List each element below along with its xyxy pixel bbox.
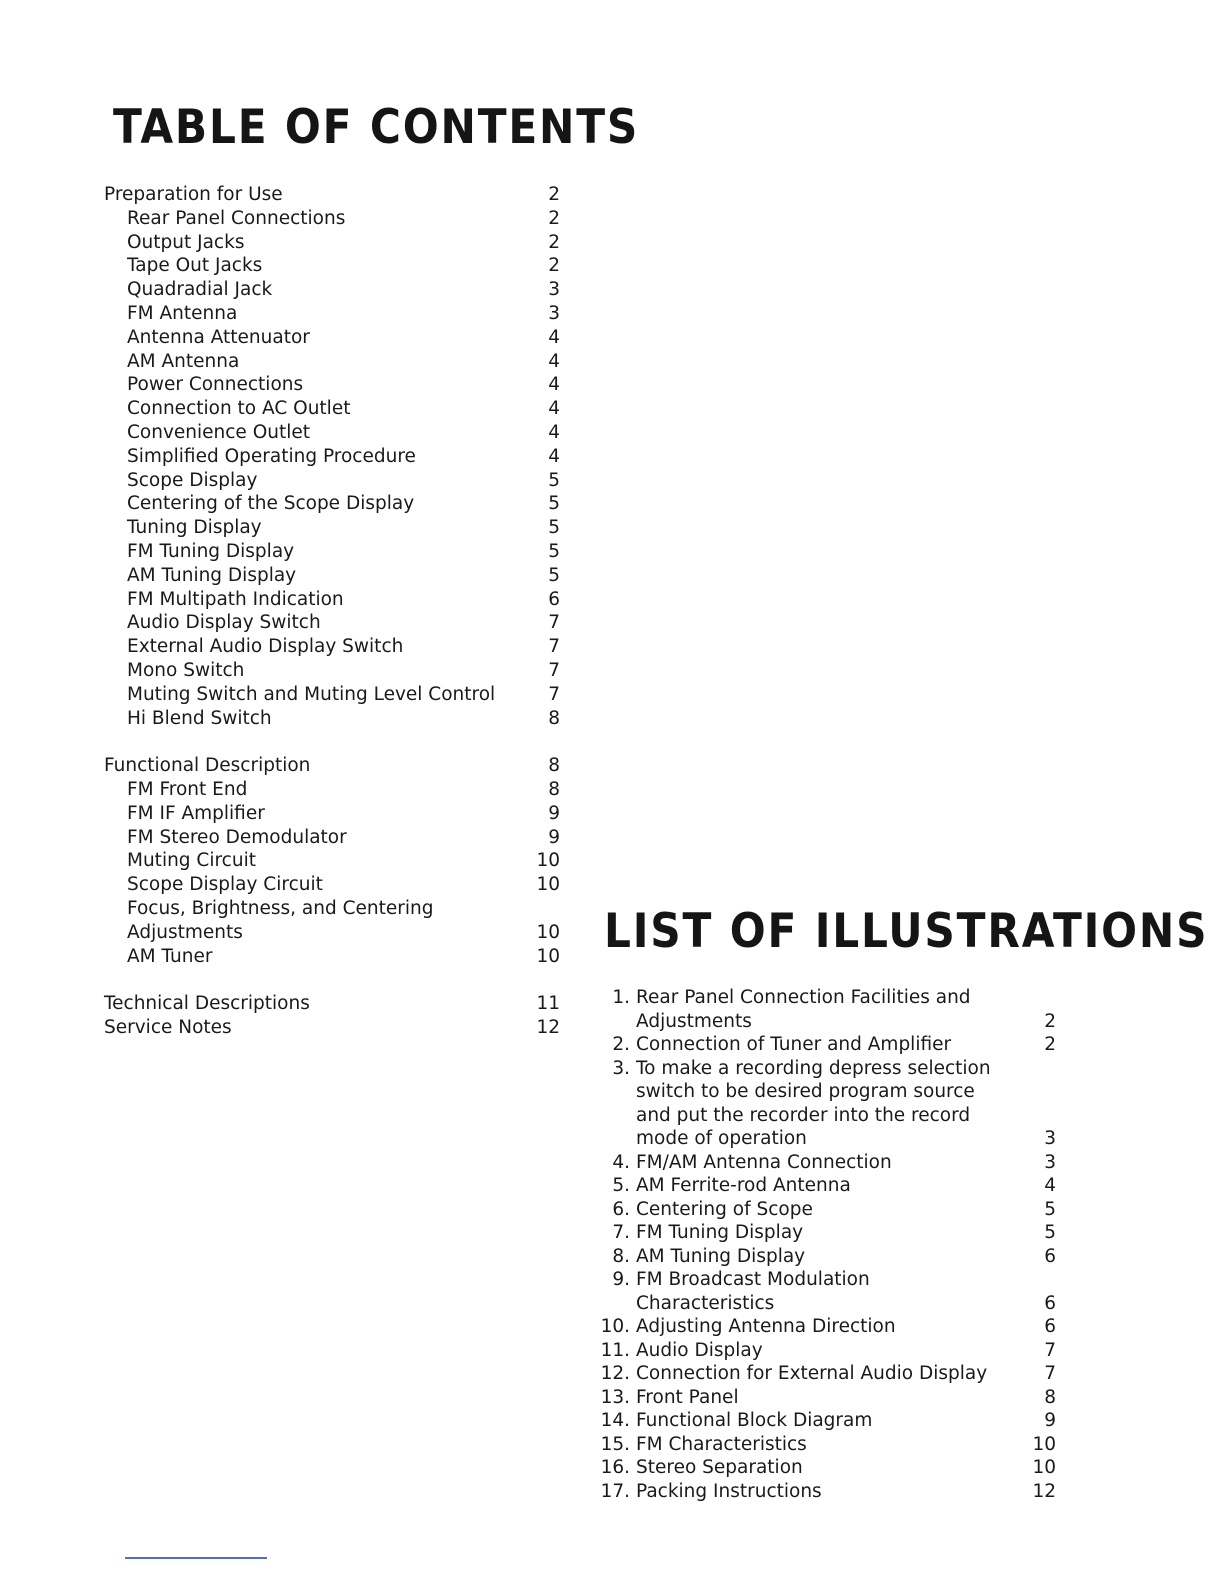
toc-entry-label: Tape Out Jacks	[127, 255, 263, 277]
toc-page-number: 8	[548, 707, 560, 729]
toc-entry-label: AM Tuning Display	[127, 564, 297, 586]
toc-entry-label: Audio Display Switch	[127, 612, 321, 634]
toc-page-number: 2	[548, 184, 560, 205]
illustration-text: FM Tuning Display	[636, 1222, 804, 1243]
illustration-entry	[596, 1480, 1056, 1504]
illustration-text: Centering of Scope	[636, 1198, 813, 1220]
toc-entry-label: Scope Display Circuit	[127, 874, 323, 896]
illustration-number: 6.	[612, 1198, 630, 1220]
toc-page-number: 4	[548, 350, 560, 372]
illustrations-list	[596, 986, 1056, 1503]
toc-entry-label: Connection to AC Outlet	[127, 398, 351, 420]
illustration-number: 8.	[612, 1245, 630, 1267]
toc-page-number: 6	[548, 588, 560, 610]
toc-title: TABLE OF CONTENTS	[113, 100, 640, 155]
toc-page-number: 4	[548, 326, 560, 348]
illustration-text: Connection of Tuner and Amplifier	[636, 1034, 952, 1055]
toc-entry-label: AM Tuner	[127, 945, 213, 967]
toc-entry	[100, 802, 560, 826]
illustration-page: 5	[1044, 1198, 1056, 1220]
toc-page-number: 4	[548, 374, 560, 396]
toc-entry	[100, 707, 560, 731]
toc-entry-label: External Audio Display Switch	[127, 636, 404, 658]
toc-entry	[100, 231, 560, 255]
toc-entry-label: Quadradial Jack	[127, 279, 273, 301]
illustration-number: 10.	[600, 1316, 630, 1337]
toc-entry-label: FM IF Amplifier	[127, 802, 265, 824]
illustration-entry	[596, 986, 1056, 1033]
toc-page-number: 3	[548, 302, 560, 324]
illustration-text: Audio Display	[636, 1339, 763, 1361]
illustration-page: 7	[1044, 1363, 1056, 1384]
illustration-text: Connection for External Audio Display	[636, 1363, 988, 1384]
toc-page-number: 11	[536, 993, 560, 1015]
toc-section-row	[100, 992, 560, 1016]
toc-entry	[100, 516, 560, 540]
toc-page-number: 5	[548, 517, 560, 539]
illustration-text: Functional Block Diagram	[636, 1410, 873, 1431]
illustration-page: 10	[1032, 1457, 1056, 1478]
toc-entry	[100, 588, 560, 612]
toc-entry-label: AM Antenna	[127, 350, 240, 372]
toc-page-number: 7	[548, 683, 560, 705]
illustration-text: Packing Instructions	[636, 1480, 822, 1502]
illustration-page: 8	[1044, 1386, 1056, 1408]
toc-entry-label: Convenience Outlet	[127, 421, 311, 443]
toc-entry	[100, 397, 560, 421]
toc-page-number: 5	[548, 469, 560, 491]
toc-entry-label: Adjustments	[127, 921, 243, 943]
toc-page-number: 9	[548, 802, 560, 824]
toc-page-number: 4	[548, 421, 560, 443]
toc-entry-label: Focus, Brightness, and Centering	[127, 897, 434, 919]
toc-page-number: 10	[536, 874, 560, 896]
toc-entry-label: Rear Panel Connections	[127, 207, 346, 229]
toc-list	[100, 183, 560, 1040]
illustration-number: 5.	[612, 1175, 630, 1196]
toc-section-row	[100, 754, 560, 778]
toc-page-number: 3	[548, 279, 560, 301]
toc-entry	[100, 254, 560, 278]
toc-entry-label: Tuning Display	[127, 517, 262, 539]
illustration-number: 1.	[612, 987, 630, 1008]
illustration-entry	[596, 1339, 1056, 1363]
toc-entry	[100, 635, 560, 659]
toc-entry	[100, 207, 560, 231]
toc-section-title: Functional Description	[104, 755, 311, 777]
toc-entry-label: Scope Display	[127, 469, 258, 491]
illustration-page: 6	[1044, 1316, 1056, 1337]
illustration-text: FM/AM Antenna Connection	[636, 1151, 892, 1173]
illustration-page: 3	[1044, 1151, 1056, 1173]
illustration-text: Front Panel	[636, 1386, 739, 1408]
toc-page-number: 9	[548, 826, 560, 848]
illustration-page: 7	[1044, 1339, 1056, 1361]
illustration-entry	[596, 1433, 1056, 1457]
illustration-text: FM Characteristics	[636, 1433, 807, 1455]
toc-entry	[100, 373, 560, 397]
illustration-text: Adjusting Antenna Direction	[636, 1316, 896, 1337]
toc-entry	[100, 421, 560, 445]
toc-entry	[100, 945, 560, 969]
illustration-number: 12.	[600, 1363, 630, 1384]
toc-section-title: Technical Descriptions	[104, 993, 310, 1015]
toc-entry	[100, 921, 560, 945]
toc-entry-label: FM Front End	[127, 778, 248, 800]
toc-entry-label: FM Stereo Demodulator	[127, 826, 347, 848]
illustration-number: 17.	[600, 1480, 630, 1502]
illustration-entry	[596, 1174, 1056, 1198]
illustration-entry	[596, 1057, 1056, 1151]
illustration-entry	[596, 1315, 1056, 1339]
illustration-text: AM Ferrite-rod Antenna	[636, 1175, 851, 1196]
toc-entry	[100, 492, 560, 516]
illustration-text: Rear Panel Connection Facilities and Adjustments	[636, 987, 971, 1032]
toc-entry	[100, 873, 560, 897]
toc-entry-label: FM Antenna	[127, 302, 238, 324]
illustration-number: 9.	[612, 1269, 630, 1290]
illustration-entry	[596, 1151, 1056, 1175]
toc-entry-label: Simplified Operating Procedure	[127, 445, 416, 467]
toc-entry-label: Muting Circuit	[127, 850, 256, 872]
toc-entry-label: FM Multipath Indication	[127, 588, 344, 610]
toc-entry	[100, 278, 560, 302]
illustration-number: 16.	[600, 1457, 630, 1478]
toc-page-number: 2	[548, 207, 560, 229]
toc-entry	[100, 659, 560, 683]
illustration-entry	[596, 1221, 1056, 1245]
illustration-number: 11.	[600, 1339, 630, 1361]
illustration-entry	[596, 1245, 1056, 1269]
toc-page-number: 4	[548, 398, 560, 420]
illustration-entry	[596, 1386, 1056, 1410]
illustration-entry	[596, 1409, 1056, 1433]
toc-page-number: 4	[548, 445, 560, 467]
illustration-number: 2.	[612, 1034, 630, 1055]
illustration-text: Stereo Separation	[636, 1457, 803, 1478]
illustration-entry	[596, 1198, 1056, 1222]
toc-entry	[100, 326, 560, 350]
illustration-number: 7.	[612, 1222, 630, 1243]
illustration-page: 6	[1044, 1245, 1056, 1267]
toc-entry-label: Muting Switch and Muting Level Control	[127, 683, 496, 705]
toc-section-row	[100, 1016, 560, 1040]
illustration-page: 2	[1044, 1034, 1056, 1055]
toc-entry	[100, 683, 560, 707]
toc-page-number: 12	[536, 1016, 560, 1038]
toc-page-number: 5	[548, 564, 560, 586]
illustration-number: 3.	[612, 1057, 630, 1079]
toc-entry	[100, 564, 560, 588]
toc-entry-label: Centering of the Scope Display	[127, 493, 415, 515]
illustration-page: 9	[1044, 1410, 1056, 1431]
illustration-number: 14.	[600, 1410, 630, 1431]
toc-entry-label: Output Jacks	[127, 231, 245, 253]
toc-page-number: 10	[536, 850, 560, 872]
illustration-page: 5	[1044, 1222, 1056, 1243]
toc-entry	[100, 540, 560, 564]
toc-page-number: 7	[548, 659, 560, 681]
toc-entry	[100, 778, 560, 802]
illustration-page: 3	[1044, 1128, 1056, 1149]
illustration-number: 4.	[612, 1151, 630, 1173]
toc-entry	[100, 350, 560, 374]
toc-entry	[100, 897, 560, 921]
toc-entry	[100, 445, 560, 469]
toc-page-number: 7	[548, 636, 560, 658]
illustration-entry	[596, 1033, 1056, 1057]
toc-page-number: 8	[548, 755, 560, 777]
toc-section-title: Service Notes	[104, 1016, 232, 1038]
toc-page-number: 7	[548, 612, 560, 634]
toc-entry-label: Antenna Attenuator	[127, 326, 310, 348]
toc-entry	[100, 826, 560, 850]
toc-section-row	[100, 183, 560, 207]
illustration-entry	[596, 1456, 1056, 1480]
illustration-text: To make a recording depress selection switch to be desired program source and put the recorder into the record mode of operation	[636, 1057, 991, 1149]
toc-page-number: 10	[536, 945, 560, 967]
toc-page-number: 5	[548, 540, 560, 562]
toc-section-title: Preparation for Use	[104, 184, 283, 205]
toc-page-number: 5	[548, 493, 560, 515]
toc-page-number: 2	[548, 255, 560, 277]
illustrations-title: LIST OF ILLUSTRATIONS	[604, 904, 1209, 959]
illustration-page: 12	[1032, 1480, 1056, 1502]
footer-rule	[125, 1557, 267, 1559]
toc-entry	[100, 611, 560, 635]
illustration-number: 13.	[600, 1386, 630, 1408]
toc-page-number: 10	[536, 921, 560, 943]
illustration-page: 2	[1044, 1010, 1056, 1032]
illustration-page: 10	[1032, 1433, 1056, 1455]
toc-entry-label: Mono Switch	[127, 659, 245, 681]
illustration-text: AM Tuning Display	[636, 1245, 806, 1267]
section-gap	[100, 730, 560, 754]
toc-entry	[100, 469, 560, 493]
toc-entry	[100, 302, 560, 326]
illustration-page: 4	[1044, 1175, 1056, 1196]
toc-entry	[100, 849, 560, 873]
illustration-text: FM Broadcast Modulation Characteristics	[636, 1269, 870, 1314]
toc-entry-label: FM Tuning Display	[127, 540, 295, 562]
illustration-page: 6	[1044, 1292, 1056, 1314]
toc-page-number: 8	[548, 778, 560, 800]
toc-page-number: 2	[548, 231, 560, 253]
illustration-entry	[596, 1362, 1056, 1386]
toc-entry-label: Power Connections	[127, 374, 304, 396]
illustration-entry	[596, 1268, 1056, 1315]
section-gap	[100, 968, 560, 992]
illustration-number: 15.	[600, 1433, 630, 1455]
toc-entry-label: Hi Blend Switch	[127, 707, 272, 729]
